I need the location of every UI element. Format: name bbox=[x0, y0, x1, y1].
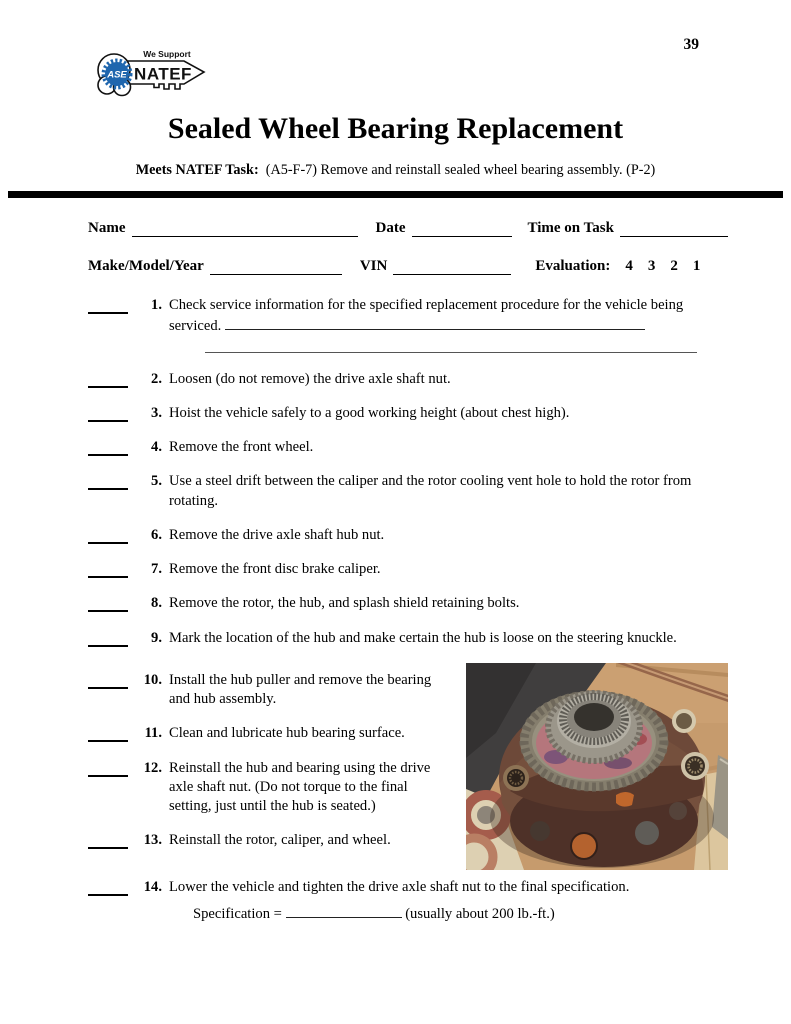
task-row-13 bbox=[88, 831, 460, 850]
task-4-check-blank[interactable] bbox=[88, 438, 128, 456]
task-1-writein-blank[interactable] bbox=[225, 315, 645, 330]
task-number: 3. bbox=[151, 404, 162, 421]
tasks-10-13-column bbox=[88, 663, 460, 851]
task-row-5 bbox=[88, 472, 728, 511]
ase-text: ASE bbox=[107, 69, 127, 81]
task-row-3 bbox=[88, 404, 728, 423]
date-field[interactable] bbox=[412, 220, 512, 237]
form-row-2 bbox=[88, 258, 728, 275]
task-number: 12. bbox=[143, 759, 162, 776]
hub-bearing-photo bbox=[466, 663, 728, 870]
task-1-check-blank[interactable] bbox=[88, 296, 128, 314]
task-13-check-blank[interactable] bbox=[88, 831, 128, 849]
form-row-1 bbox=[88, 220, 728, 237]
task-8-check-blank[interactable] bbox=[88, 594, 128, 612]
task-9-check-blank[interactable] bbox=[88, 629, 128, 647]
make-model-year-label: Make/Model/Year bbox=[88, 258, 204, 274]
tasks-photo-section bbox=[88, 663, 728, 870]
task-row-7 bbox=[88, 560, 728, 579]
task-row-14 bbox=[88, 878, 728, 925]
logo-we-support: We Support bbox=[143, 49, 191, 59]
task-1-writein-line[interactable] bbox=[205, 350, 697, 353]
task-7-check-blank[interactable] bbox=[88, 560, 128, 578]
task-text: Lower the vehicle and tighten the drive axle shaft nut to the final specification. bbox=[169, 878, 630, 895]
natef-ase-logo bbox=[93, 42, 217, 100]
evaluation-label: Evaluation: bbox=[535, 258, 611, 274]
meets-natef-task-line bbox=[0, 161, 791, 179]
task-row-8 bbox=[88, 594, 728, 613]
specification-field[interactable] bbox=[286, 903, 402, 918]
specification-suffix: (usually about 200 lb.-ft.) bbox=[405, 906, 555, 922]
task-14-check-blank[interactable] bbox=[88, 878, 128, 896]
task-text-wrap bbox=[169, 296, 697, 355]
task-text: Hoist the vehicle safely to a good working height (about chest high). bbox=[169, 404, 570, 421]
time-on-task-label: Time on Task bbox=[527, 220, 614, 236]
task-row-6 bbox=[88, 526, 728, 545]
name-label: Name bbox=[88, 220, 126, 236]
task-number: 14. bbox=[143, 878, 162, 895]
task-row-10 bbox=[88, 671, 460, 710]
divider-rule bbox=[8, 191, 783, 198]
task-number: 2. bbox=[151, 370, 162, 387]
logo-natef: NATEF bbox=[134, 64, 192, 84]
task-10-check-blank[interactable] bbox=[88, 671, 128, 689]
meets-natef-task-text: (A5-F-7) Remove and reinstall sealed wheel bearing assembly. (P-2) bbox=[265, 162, 656, 178]
task-number: 8. bbox=[151, 595, 162, 612]
task-text: Remove the drive axle shaft hub nut. bbox=[169, 526, 385, 543]
task-row-2 bbox=[88, 370, 728, 389]
task-row-12 bbox=[88, 759, 460, 817]
task-number: 7. bbox=[151, 561, 162, 577]
evaluation-score-2[interactable]: 2 bbox=[670, 258, 678, 274]
task-number: 6. bbox=[151, 526, 162, 543]
task-text: Check service information for the specified replacement procedure for the vehicle being serviced. bbox=[169, 297, 684, 335]
task-row-9 bbox=[88, 629, 728, 648]
task-number: 1. bbox=[151, 297, 162, 313]
task-row-4 bbox=[88, 438, 728, 457]
task-text-wrap bbox=[169, 878, 728, 925]
make-model-year-field[interactable] bbox=[210, 258, 342, 275]
task-number: 4. bbox=[151, 439, 162, 455]
task-row-11 bbox=[88, 724, 460, 743]
specification-label: Specification = bbox=[193, 906, 282, 922]
page-number: 39 bbox=[683, 36, 699, 53]
meets-natef-task-label: Meets NATEF Task: bbox=[135, 162, 259, 178]
time-on-task-field[interactable] bbox=[620, 220, 728, 237]
task-5-check-blank[interactable] bbox=[88, 472, 128, 490]
task-text: Remove the rotor, the hub, and splash shield retaining bolts. bbox=[169, 595, 520, 612]
task-text: Mark the location of the hub and make certain the hub is loose on the steering knuckle. bbox=[169, 629, 677, 646]
task-text: Reinstall the rotor, caliper, and wheel. bbox=[169, 832, 391, 849]
task-2-check-blank[interactable] bbox=[88, 370, 128, 388]
evaluation-score-4[interactable]: 4 bbox=[625, 258, 633, 274]
task-number: 13. bbox=[143, 832, 162, 849]
task-text: Remove the front wheel. bbox=[169, 439, 314, 455]
task-text: Remove the front disc brake caliper. bbox=[169, 561, 381, 577]
vin-label: VIN bbox=[359, 258, 388, 274]
task-text: Reinstall the hub and bearing using the drive axle shaft nut. (Do not torque to the final setting, just until the hub is seated.) bbox=[169, 759, 431, 814]
evaluation-score-1[interactable]: 1 bbox=[692, 258, 701, 274]
task-text: Clean and lubricate hub bearing surface. bbox=[169, 725, 405, 742]
task-list bbox=[88, 296, 728, 924]
page-title: Sealed Wheel Bearing Replacement bbox=[167, 112, 624, 145]
task-text: Install the hub puller and remove the bearing and hub assembly. bbox=[169, 671, 432, 707]
task-11-check-blank[interactable] bbox=[88, 724, 128, 742]
task-number: 5. bbox=[151, 473, 162, 490]
task-12-check-blank[interactable] bbox=[88, 759, 128, 777]
task-6-check-blank[interactable] bbox=[88, 526, 128, 544]
task-row-1 bbox=[88, 296, 728, 355]
task-3-check-blank[interactable] bbox=[88, 404, 128, 422]
date-label: Date bbox=[375, 220, 406, 236]
evaluation-score-3[interactable]: 3 bbox=[647, 258, 656, 274]
task-number: 9. bbox=[151, 629, 162, 646]
name-field[interactable] bbox=[132, 220, 358, 237]
task-number: 11. bbox=[144, 725, 162, 742]
vin-field[interactable] bbox=[393, 258, 511, 275]
task-number: 10. bbox=[143, 671, 162, 688]
specification-line bbox=[193, 903, 728, 924]
content-area bbox=[88, 220, 728, 924]
task-text: Loosen (do not remove) the drive axle shaft nut. bbox=[169, 370, 451, 387]
task-text: Use a steel drift between the caliper and the rotor cooling vent hole to hold the rotor from rotating. bbox=[169, 473, 692, 509]
